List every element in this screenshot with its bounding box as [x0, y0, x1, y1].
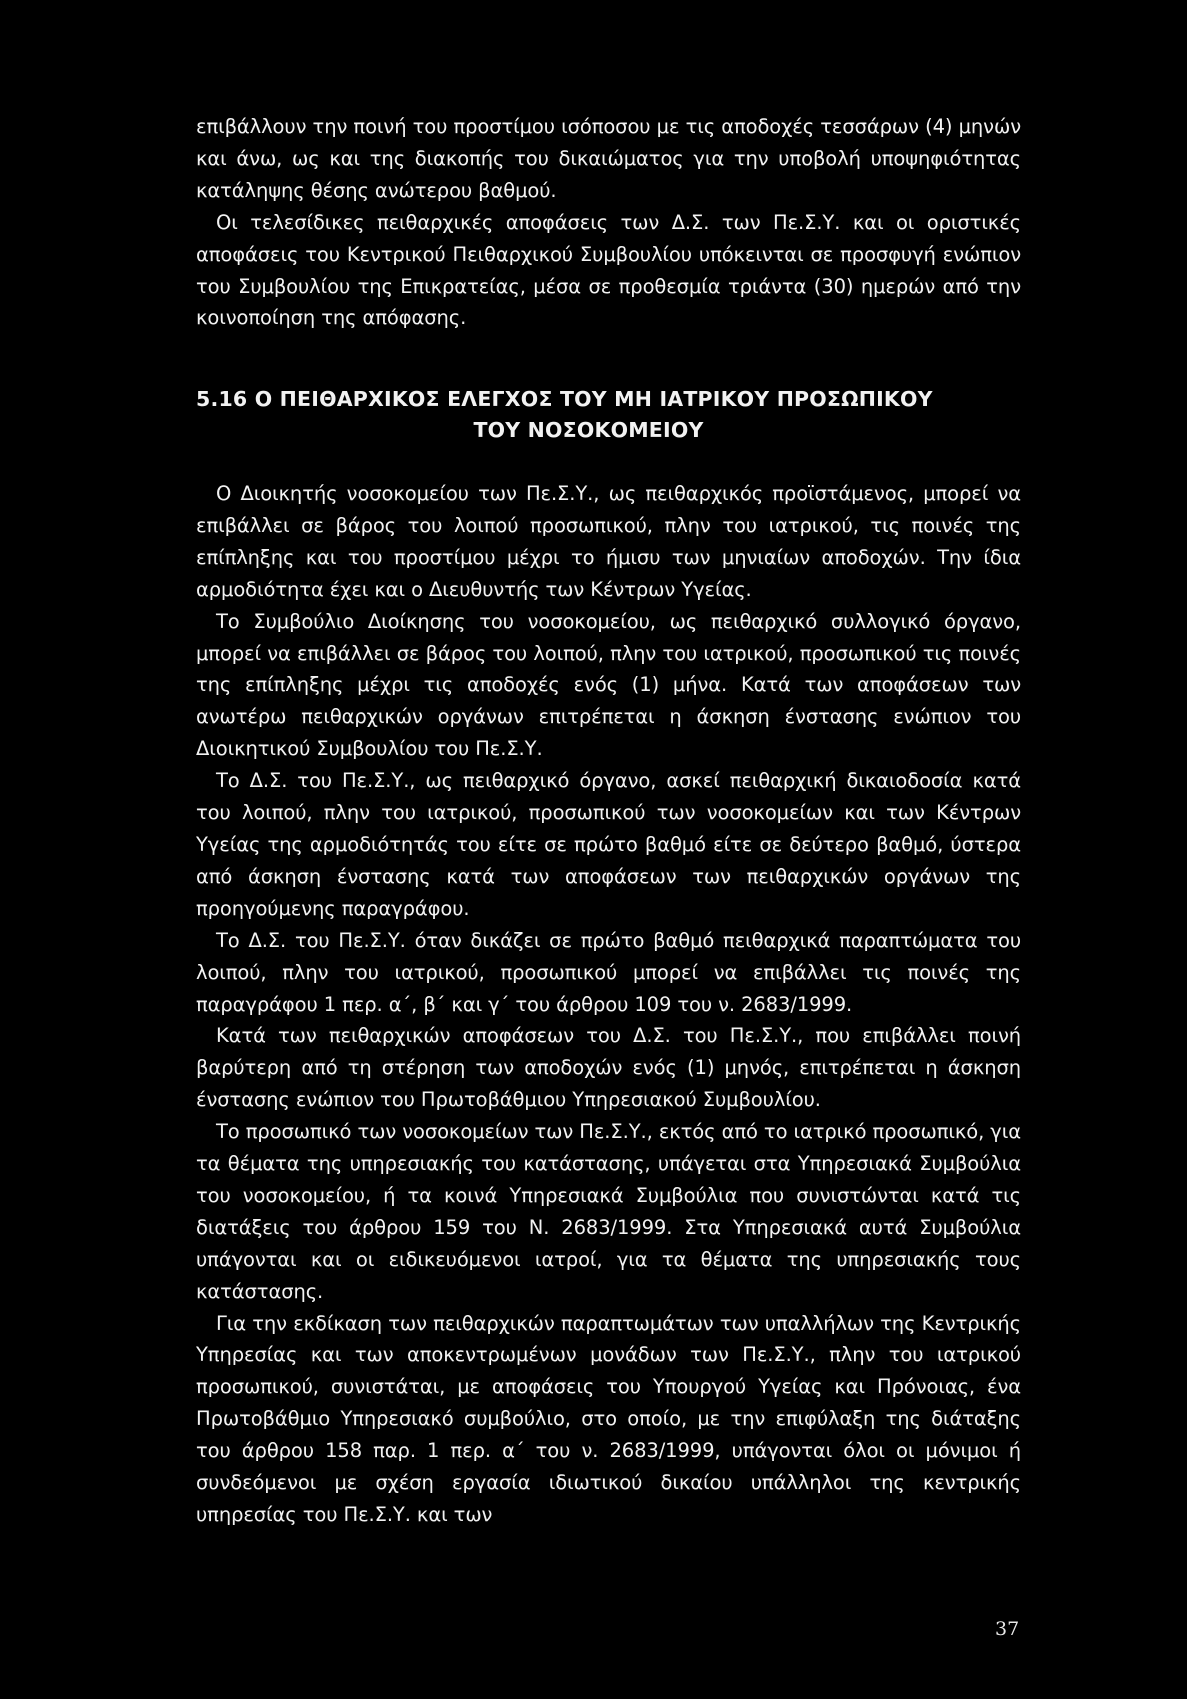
section-heading-line-2: ΤΟΥ ΝΟΣΟΚΟΜΕΙΟΥ — [473, 418, 704, 442]
paragraph-staff-councils: Το προσωπικό των νοσοκομείων των Πε.Σ.Υ., εκτός από το ιατρικό προσωπικό, για τα θέματα της υπηρεσιακής του κατάστασης, υπάγεται στα Υπηρεσιακά Συμβούλια του νοσοκομείου, ή τα κοινά Υπηρεσιακά Συμβούλια που συνιστώνται κατά τις διατάξεις του άρθρου 159 του Ν. 2683/1999. Στα Υπηρεσιακά αυτά Συμβούλια υπάγονται και οι ειδικευόμενοι ιατροί, για τα θέματα της υπηρεσιακής τους κατάστασης. — [196, 1120, 1021, 1303]
section-heading-line-1: 5.16 Ο ΠΕΙΘΑΡΧΙΚΟΣ ΕΛΕΓΧΟΣ ΤΟΥ ΜΗ ΙΑΤΡΙΚΟΥ ΠΡΟΣΩΠΙΚΟΥ — [196, 387, 933, 411]
paragraph-director: Ο Διοικητής νοσοκομείου των Πε.Σ.Υ., ως πειθαρχικός προϊστάμενος, μπορεί να επιβάλλει σε βάρος του λοιπού προσωπικού, πλην του ιατρικού, τις ποινές της επίπληξης και του προστίμου μέχρι το ήμισυ των μηνιαίων αποδοχών. Την ίδια αρμοδιότητα έχει και ο Διευθυντής των Κέντρων Υγείας. — [196, 482, 1021, 601]
paragraph-ds-jurisdiction: Το Δ.Σ. του Πε.Σ.Υ., ως πειθαρχικό όργανο, ασκεί πειθαρχική δικαιοδοσία κατά του λοιπού, πλην του ιατρικού, προσωπικού των νοσοκομείων και των Κέντρων Υγείας της αρμοδιότητάς του είτε σε πρώτο βαθμό είτε σε δεύτερο βαθμό, ύστερα από άσκηση ένστασης κατά των αποφάσεων των πειθαρχικών οργάνων της προηγούμενης παραγράφου. — [196, 769, 1021, 920]
paragraph-appeal: Οι τελεσίδικες πειθαρχικές αποφάσεις των Δ.Σ. των Πε.Σ.Υ. και οι οριστικές αποφάσεις του Κεντρικού Πειθαρχικού Συμβουλίου υπόκεινται σε προσφυγή ενώπιον του Συμβουλίου της Επικρατείας, μέσα σε προθεσμία τριάντα (30) ημερών από την κοινοποίηση της απόφασης. — [196, 210, 1021, 330]
paragraph-central-service: Για την εκδίκαση των πειθαρχικών παραπτωμάτων των υπαλλήλων της Κεντρικής Υπηρεσίας και των αποκεντρωμένων μονάδων των Πε.Σ.Υ., πλην του ιατρικού προσωπικού, συνιστάται, με αποφάσεις του Υπουργού Υγείας και Πρόνοιας, ένα Πρωτοβάθμιο Υπηρεσιακό συμβούλιο, στο οποίο, με την επιφύλαξη της διάταξης του άρθρου 158 παρ. 1 περ. α΄ του ν. 2683/1999, υπάγονται όλοι οι μόνιμοι ή συνδεόμενοι με σχέση εργασία ιδιωτικού δικαίου υπάλληλοι της κεντρικής υπηρεσίας του Πε.Σ.Υ. και των — [196, 1311, 1021, 1526]
main-text-block — [196, 478, 1021, 1531]
paragraph-continuation: επιβάλλουν την ποινή του προστίμου ισόποσου με τις αποδοχές τεσσάρων (4) μηνών και άνω, ως και της διακοπής του δικαιώματος για την υποβολή υποψηφιότητας κατάληψης θέσης ανώτερου βαθμού. — [196, 115, 1021, 202]
page-number: 37 — [995, 1618, 1020, 1640]
section-heading — [196, 384, 1021, 446]
paragraph-board: Το Συμβούλιο Διοίκησης του νοσοκομείου, ως πειθαρχικό συλλογικό όργανο, μπορεί να επιβάλλει σε βάρος του λοιπού, πλην του ιατρικού, προσωπικού τις ποινές της επίπληξης μέχρι τις αποδοχές ενός (1) μήνα. Κατά των αποφάσεων των ανωτέρω πειθαρχικών οργάνων επιτρέπεται η άσκηση ένστασης ενώπιον του Διοικητικού Συμβουλίου του Πε.Σ.Υ. — [196, 609, 1021, 761]
paragraph-ds-first-degree: Το Δ.Σ. του Πε.Σ.Υ. όταν δικάζει σε πρώτο βαθμό πειθαρχικά παραπτώματα του λοιπού, πλην του ιατρικού, προσωπικού μπορεί να επιβάλλει τις ποινές της παραγράφου 1 περ. α΄, β΄ και γ΄ του άρθρου 109 του ν. 2683/1999. — [196, 928, 1021, 1016]
top-text-block — [196, 111, 1021, 334]
paragraph-objection: Κατά των πειθαρχικών αποφάσεων του Δ.Σ. του Πε.Σ.Υ., που επιβάλλει ποινή βαρύτερη από τη στέρηση των αποδοχών ενός (1) μηνός, επιτρέπεται η άσκηση ένστασης ενώπιον του Πρωτοβάθμιου Υπηρεσιακού Συμβουλίου. — [196, 1024, 1021, 1112]
